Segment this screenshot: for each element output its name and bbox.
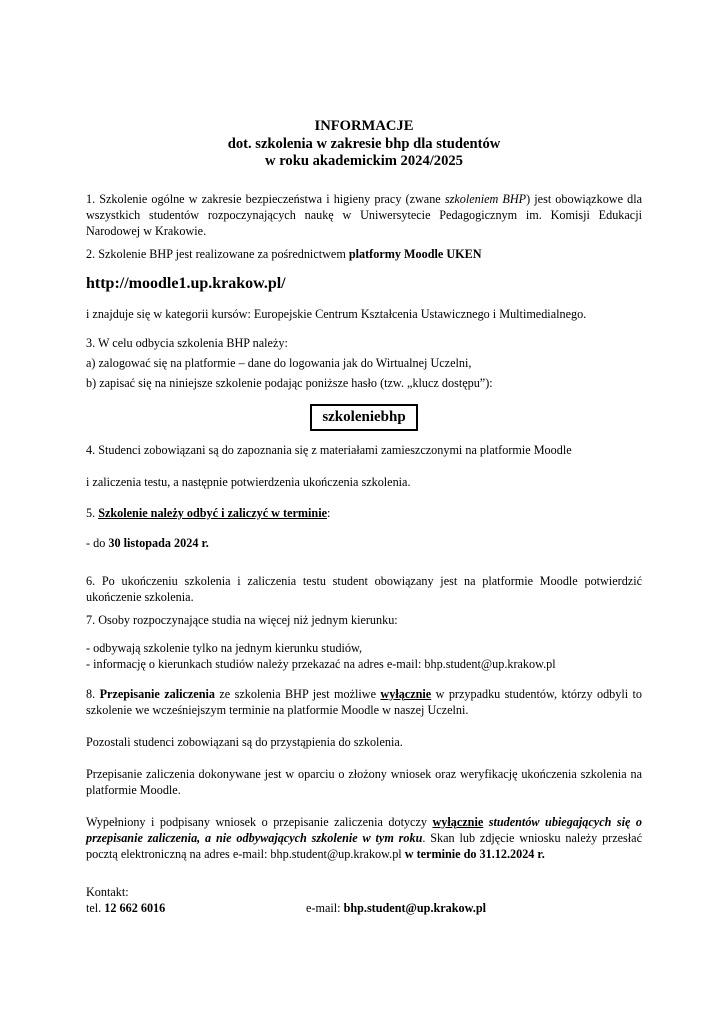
paragraph-3-a: a) zalogować się na platformie – dane do logowania jak do Wirtualnej Uczelni, [86,355,472,370]
paragraph-7-intro: 7. Osoby rozpoczynające studia na więcej niż jednym kierunku: [86,612,398,627]
p5-colon: : [327,505,331,520]
deadline-line [86,535,642,551]
paragraph-11 [86,814,642,862]
p8-num: 8. [86,686,100,701]
p1-text-a: 1. Szkolenie ogólne w zakresie bezpieczeństwa i higieny pracy (zwane [86,191,445,206]
paragraph-7-item-1: - odbywają szkolenie tylko na jednym kierunku studiów, [86,640,363,655]
p8-text-a: ze szkolenia BHP jest możliwe [214,686,381,701]
password-box: szkoleniebhp [310,404,417,431]
p11-italic: studentów ubiegających się o przepisanie zaliczenia, a nie odbywających szkolenie w tym roku [86,814,642,845]
paragraph-5 [86,505,642,521]
title-line-1: INFORMACJE [314,118,414,134]
paragraph-7-item-2: - informację o kierunkach studiów należy przekazać na adres e-mail: bhp.student@up.krakow.pl [86,656,556,671]
paragraph-6: 6. Po ukończeniu szkolenia i zaliczenia testu student obowiązany jest na platformie Moodle potwierdzić ukończenie szkolenia. [86,573,642,604]
document-page [86,118,642,916]
email-address[interactable]: bhp.student@up.krakow.pl [343,900,486,915]
p1-text-b: ) jest obowiązkowe dla wszystkich studentów rozpoczynających naukę w Uniwersytecie Pedagogicznym im. Komisji Edukacji Narodowej w Krakowie. [86,191,642,238]
email-label: e-mail: [306,900,344,915]
deadline-date: 30 listopada 2024 r. [108,535,209,550]
moodle-url[interactable]: http://moodle1.up.krakow.pl/ [86,274,286,292]
paragraph-2 [86,246,642,262]
contact-row [86,900,642,916]
deadline-prefix: - do [86,535,109,550]
p5-bold: Szkolenie należy odbyć i zaliczyć w terminie [98,505,327,520]
paragraph-4-line-1: 4. Studenci zobowiązani są do zapoznania się z materiałami zamieszczonymi na platformie Moodle [86,442,572,457]
p8-text-b: w przypadku studentów, którzy odbyli to szkolenie we wcześniejszym terminie na platformie Moodle w naszej Uczelni. [86,686,643,717]
p8-underline: wyłącznie [380,686,432,701]
document-title [86,118,642,171]
p11-deadline: w terminie do 31.12.2024 r. [404,846,545,861]
title-line-3: w roku akademickim 2024/2025 [265,153,463,169]
paragraph-8 [86,686,642,718]
contact-label: Kontakt: [86,884,129,899]
p8-bold: Przepisanie zaliczenia [99,686,215,701]
password-box-wrap [86,404,642,431]
paragraph-10: Przepisanie zaliczenia dokonywane jest w oparciu o złożony wniosek oraz weryfikację ukończenia szkolenia na platformie Moodle. [86,766,642,797]
phone-number: 12 662 6016 [104,900,166,915]
p11-text-b: . Skan lub zdjęcie wniosku należy przesłać pocztą elektroniczną na adres e-mail: bhp.student@up.krakow.pl [86,830,642,861]
contact-email [306,900,486,916]
paragraph-1 [86,191,642,239]
paragraph-category: i znajduje się w kategorii kursów: Europejskie Centrum Kształcenia Ustawicznego i Multimedialnego. [86,306,587,321]
title-line-2: dot. szkolenia w zakresie bhp dla studentów [227,135,501,152]
paragraph-3-b: b) zapisać się na niniejsze szkolenie podając poniższe hasło (tzw. „klucz dostępu”): [86,375,493,390]
p11-text-a: Wypełniony i podpisany wniosek o przepisanie zaliczenia dotyczy [86,814,433,829]
p5-num: 5. [86,505,99,520]
paragraph-4-line-2: i zaliczenia testu, a następnie potwierdzenia ukończenia szkolenia. [86,474,411,489]
p2-text: 2. Szkolenie BHP jest realizowane za pośrednictwem [86,246,349,261]
contact-phone [86,900,306,916]
p2-bold: platformy Moodle UKEN [348,246,482,261]
phone-label: tel. [86,900,105,915]
p11-underline: wyłącznie [432,814,484,829]
paragraph-9: Pozostali studenci zobowiązani są do przystąpienia do szkolenia. [86,734,403,749]
paragraph-3-intro: 3. W celu odbycia szkolenia BHP należy: [86,335,288,350]
p1-italic: szkoleniem BHP [444,191,527,206]
